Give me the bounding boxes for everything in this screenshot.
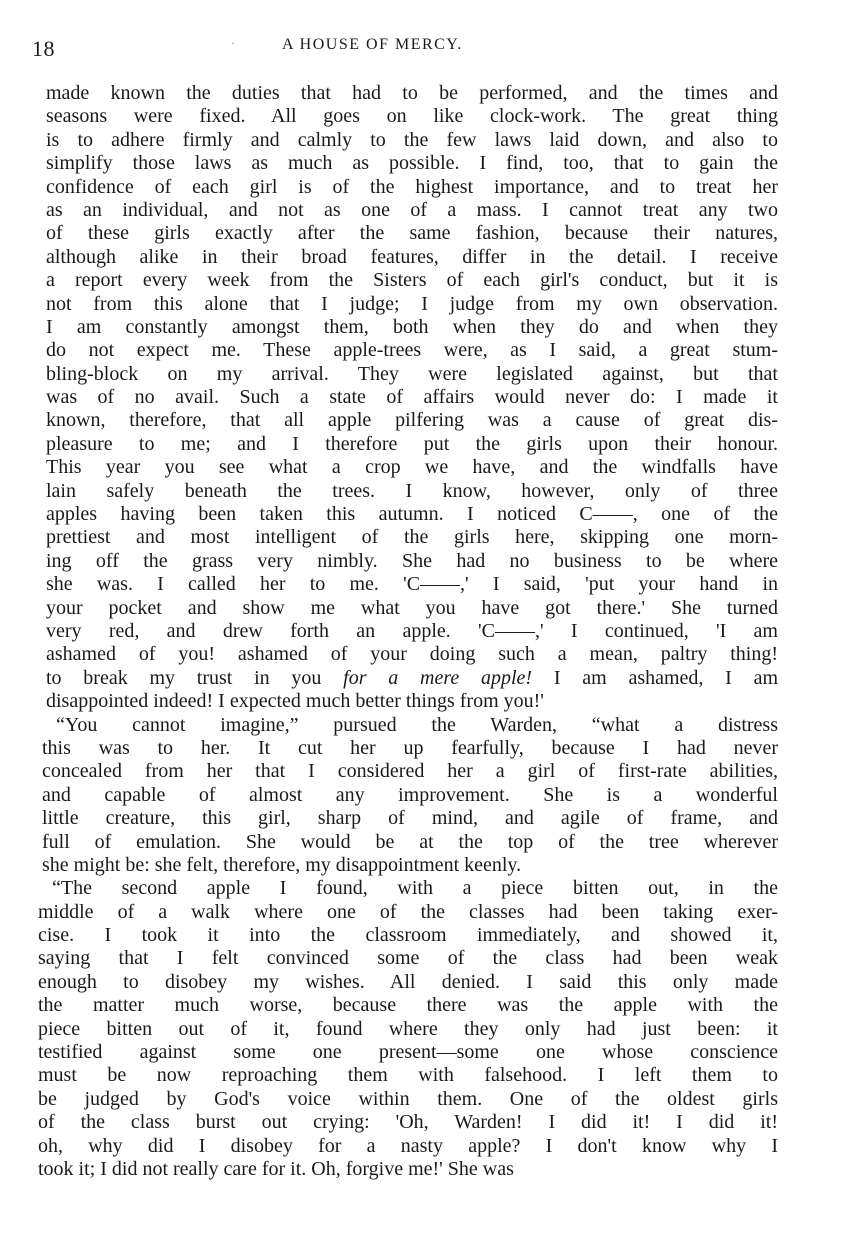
body-text — [38, 82, 779, 1181]
text-line: seasons were fixed. All goes on like clock-work. The great thing — [46, 105, 778, 128]
text-line: was of no avail. Such a state of affairs would never do: I made it — [46, 386, 778, 409]
text-line: cise. I took it into the classroom immediately, and showed it, — [38, 924, 778, 947]
text-line: and capable of almost any improvement. She is a wonderful — [42, 783, 778, 806]
italic-phrase: for a mere apple! — [343, 666, 533, 689]
text-line: testified against some one present—some one whose conscience — [38, 1041, 778, 1064]
running-head — [32, 36, 792, 66]
text-line: piece bitten out of it, found where they only had just been: it — [38, 1017, 778, 1040]
text-line: concealed from her that I considered her a girl of first-rate abilities, — [42, 760, 778, 783]
header-dot: · — [231, 36, 236, 50]
text-run: I am ashamed, I am — [532, 666, 779, 689]
text-line: do not expect me. These apple-trees were, as I said, a great stum- — [46, 339, 778, 362]
text-line: apples having been taken this autumn. I noticed C——, one of the — [46, 503, 778, 526]
text-line: took it; I did not really care for it. Oh, forgive me!' She was — [38, 1157, 514, 1180]
text-line: bling-block on my arrival. They were legislated against, but that — [46, 362, 778, 385]
text-line: is to adhere firmly and calmly to the few laws laid down, and also to — [46, 128, 778, 151]
text-line: oh, why did I disobey for a nasty apple? I don't know why I — [38, 1134, 778, 1157]
text-line: disappointed indeed! I expected much better things from you!' — [46, 690, 544, 713]
text-line: your pocket and show me what you have got there.' She turned — [46, 596, 778, 619]
text-line: ashamed of you! ashamed of your doing such a mean, paltry thing! — [46, 643, 778, 666]
text-line: she was. I called her to me. 'C——,' I said, 'put your hand in — [46, 573, 778, 596]
running-title: A HOUSE OF MERCY. — [282, 36, 463, 53]
text-line: she might be: she felt, therefore, my disappointment keenly. — [42, 853, 522, 876]
text-line: This year you see what a crop we have, and the windfalls have — [46, 456, 778, 479]
page-number: 18 — [32, 36, 55, 61]
text-line: middle of a walk where one of the classes had been taking exer- — [38, 900, 778, 923]
text-line: of the class burst out crying: 'Oh, Warden! I did it! I did it! — [38, 1111, 778, 1134]
text-line: as an individual, and not as one of a mass. I cannot treat any two — [46, 198, 778, 221]
text-line: the matter much worse, because there was the apple with the — [38, 994, 778, 1017]
text-line: “The second apple I found, with a piece bitten out, in the — [52, 877, 778, 900]
text-line — [46, 667, 778, 690]
text-line: ing off the grass very nimbly. She had no business to be where — [46, 549, 778, 572]
text-run: to break my trust in you — [46, 666, 344, 689]
text-line: made known the duties that had to be performed, and the times and — [46, 82, 778, 104]
text-line: confidence of each girl is of the highest importance, and to treat her — [46, 175, 778, 198]
text-line: known, therefore, that all apple pilfering was a cause of great dis- — [46, 409, 778, 432]
text-line: a report every week from the Sisters of each girl's conduct, but it is — [46, 269, 778, 292]
text-line: not from this alone that I judge; I judge from my own observation. — [46, 292, 778, 315]
text-line: very red, and drew forth an apple. 'C——,' I continued, 'I am — [46, 619, 778, 642]
text-line: of these girls exactly after the same fashion, because their natures, — [46, 222, 778, 245]
text-line: “You cannot imagine,” pursued the Warden, “what a distress — [56, 713, 778, 736]
text-line: full of emulation. She would be at the top of the tree wherever — [42, 830, 778, 853]
text-line: this was to her. It cut her up fearfully, because I had never — [42, 736, 778, 759]
text-line: prettiest and most intelligent of the girls here, skipping one morn- — [46, 526, 778, 549]
text-line: saying that I felt convinced some of the class had been weak — [38, 947, 778, 970]
text-line: simplify those laws as much as possible. I find, too, that to gain the — [46, 152, 778, 175]
text-line: pleasure to me; and I therefore put the girls upon their honour. — [46, 432, 778, 455]
text-line: must be now reproaching them with falsehood. I left them to — [38, 1064, 778, 1087]
text-line: lain safely beneath the trees. I know, however, only of three — [46, 479, 778, 502]
text-line: enough to disobey my wishes. All denied. I said this only made — [38, 970, 778, 993]
text-line: although alike in their broad features, differ in the detail. I receive — [46, 245, 778, 268]
text-line: I am constantly amongst them, both when they do and when they — [46, 315, 778, 338]
text-line: little creature, this girl, sharp of mind, and agile of frame, and — [42, 807, 778, 830]
text-line: be judged by God's voice within them. One of the oldest girls — [38, 1087, 778, 1110]
